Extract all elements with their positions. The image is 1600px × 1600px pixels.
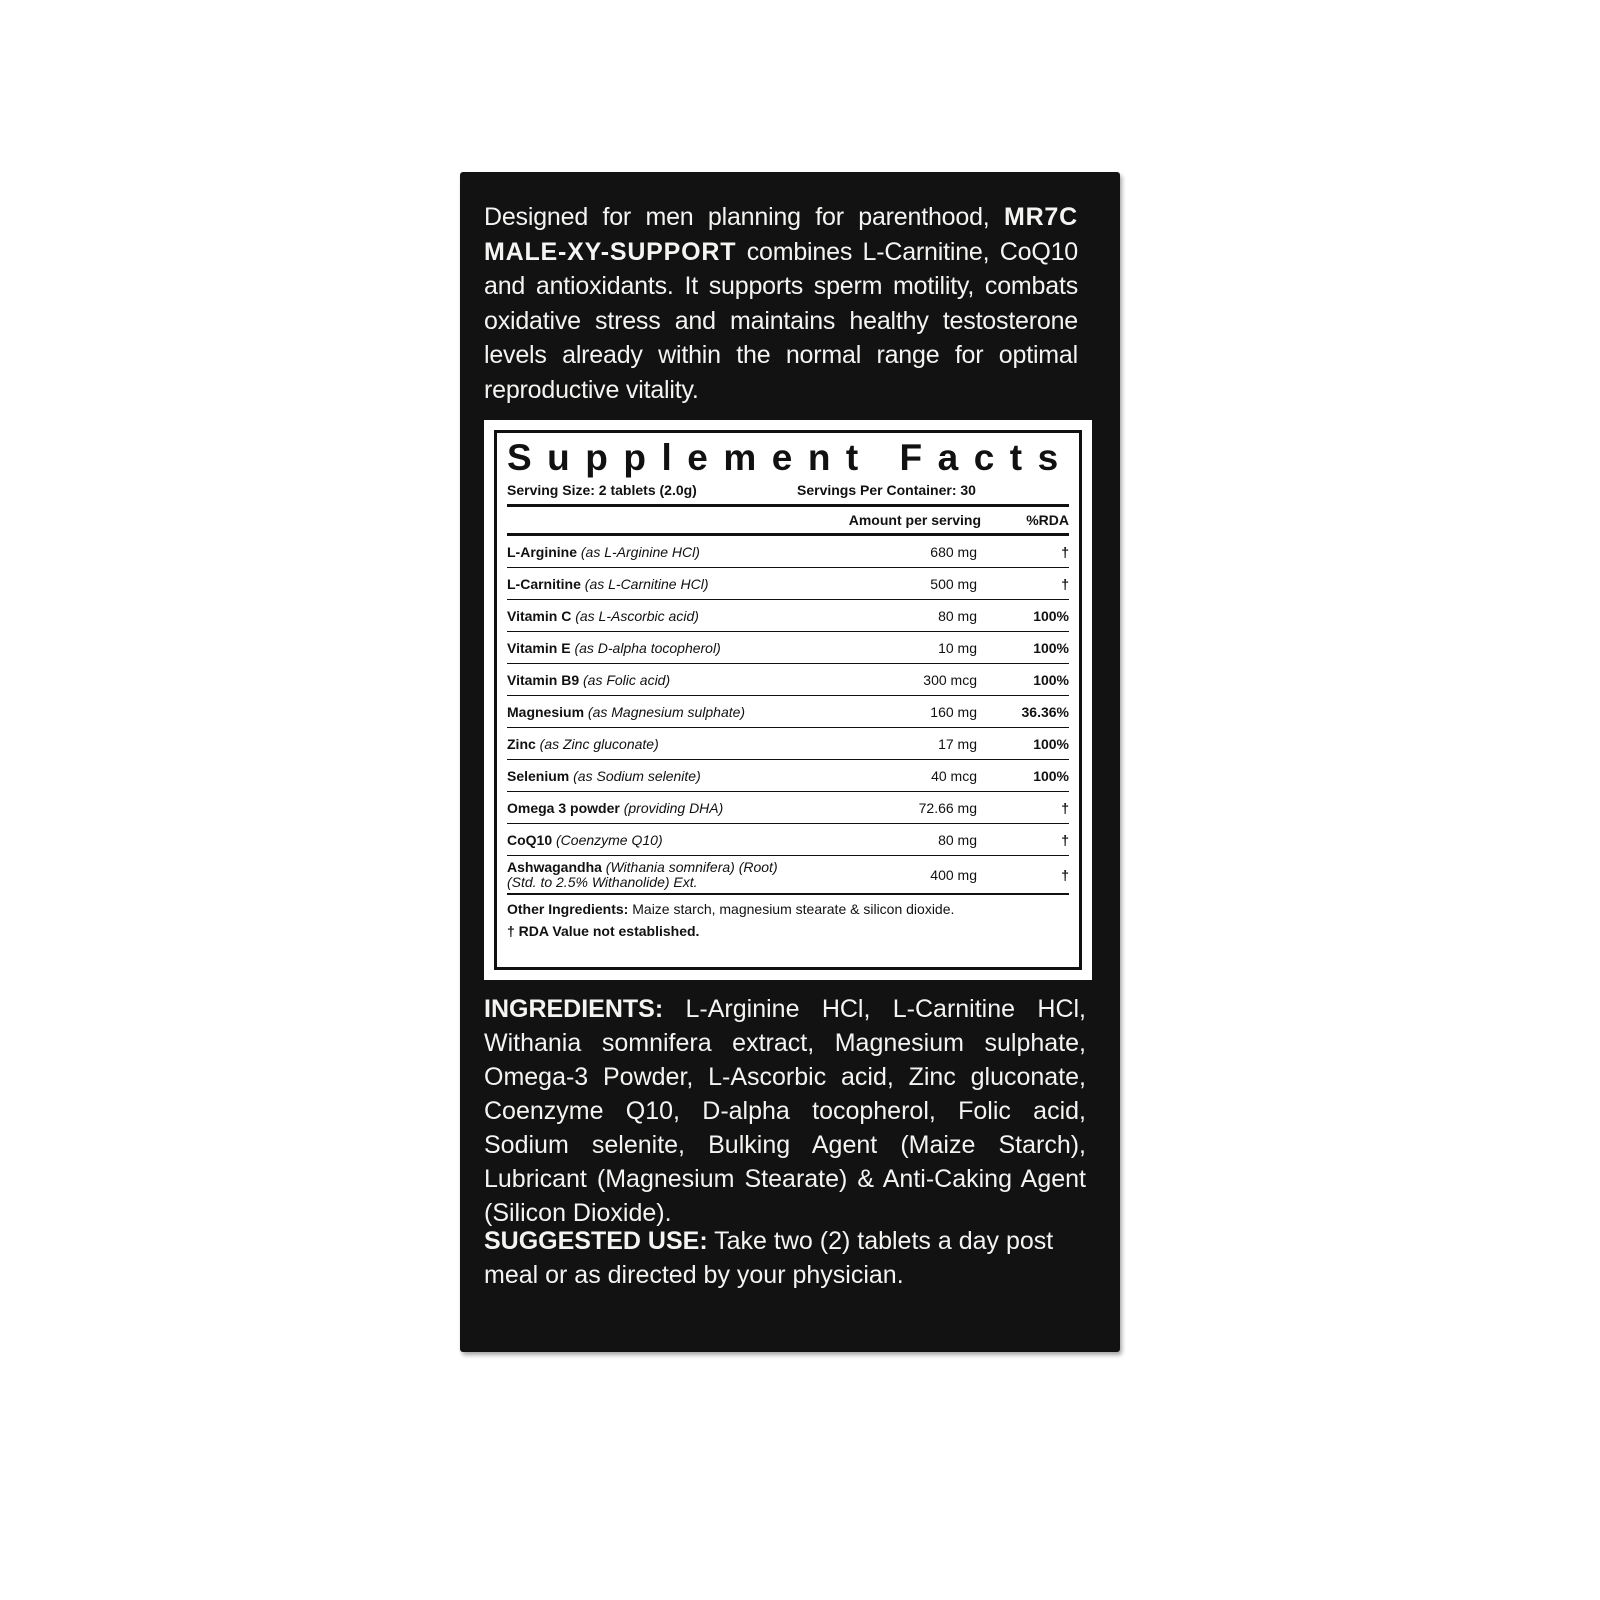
row-amount: 17 mg — [938, 735, 977, 752]
row-name — [507, 736, 781, 752]
row-name — [507, 800, 781, 816]
header-rda: %RDA — [1026, 512, 1069, 528]
row-amount: 80 mg — [938, 607, 977, 624]
row-name — [507, 768, 781, 784]
row-name — [507, 672, 781, 688]
intro-lead: Designed for men planning for parenthood, — [484, 203, 1004, 231]
row-rda: 100% — [1033, 607, 1069, 624]
row-detail: (Withania somnifera) (Root) — [605, 858, 778, 875]
row-rda: 100% — [1033, 767, 1069, 784]
facts-row-ashwagandha — [507, 856, 1069, 894]
row-name — [507, 832, 781, 848]
row-detail: (Coenzyme Q10) — [556, 831, 663, 848]
other-ingredients — [507, 901, 1069, 917]
ingredients-text: L-Arginine HCl, L-Carnitine HCl, Withania somnifera extract, Magnesium sulphate, Omega-3 Powder, L-Ascorbic acid, Zinc gluconate, Coenzyme Q10, D-alpha tocopherol, Folic acid, Sodium selenite, Bulking Agent (Maize Starch), Lubricant (Magnesium Stearate) & Anti-Caking Agent (Silicon Dioxide). — [484, 995, 1086, 1227]
facts-footer — [507, 894, 1069, 939]
other-ingredients-label: Other Ingredients: — [507, 901, 629, 917]
row-name — [507, 640, 781, 656]
row-amount: 40 mcg — [931, 767, 977, 784]
row-detail: (as Magnesium sulphate) — [587, 703, 746, 720]
row-amount: 80 mg — [938, 831, 977, 848]
facts-row — [507, 728, 1069, 760]
row-detail: (as L-Arginine HCl) — [580, 543, 700, 560]
row-name — [507, 544, 781, 560]
row-detail-2: (Std. to 2.5% Withanolide) Ext. — [507, 873, 698, 890]
row-nutrient: Vitamin E — [507, 639, 571, 656]
facts-row — [507, 696, 1069, 728]
row-name — [507, 576, 781, 592]
row-nutrient: CoQ10 — [507, 831, 553, 848]
row-rda: † — [1061, 831, 1069, 848]
facts-rows — [497, 536, 1079, 856]
supplement-facts-table — [494, 430, 1082, 970]
row-nutrient: Omega 3 powder — [507, 799, 620, 816]
row-rda: † — [1061, 866, 1069, 883]
facts-header-row — [507, 507, 1069, 536]
row-amount: 160 mg — [930, 703, 977, 720]
intro-paragraph — [484, 200, 1078, 407]
row-nutrient: Vitamin C — [507, 607, 572, 624]
row-amount: 400 mg — [930, 866, 977, 883]
row-detail: (as Zinc gluconate) — [539, 735, 659, 752]
other-ingredients-text: Maize starch, magnesium stearate & silicon dioxide. — [628, 901, 955, 917]
facts-row — [507, 824, 1069, 856]
servings-per-container: Servings Per Container: 30 — [797, 482, 976, 498]
facts-row — [507, 600, 1069, 632]
row-nutrient: Ashwagandha — [507, 858, 602, 875]
facts-row — [507, 568, 1069, 600]
facts-row — [507, 664, 1069, 696]
product-label-panel — [460, 172, 1120, 1352]
row-rda: 36.36% — [1021, 703, 1069, 720]
suggested-use-text: Take two (2) tablets a day post meal or as directed by your physician. — [484, 1227, 1054, 1289]
row-detail: (as L-Carnitine HCl) — [584, 575, 709, 592]
row-nutrient: Selenium — [507, 767, 570, 784]
row-nutrient: Magnesium — [507, 703, 585, 720]
row-name — [507, 608, 781, 624]
row-detail: (as Folic acid) — [583, 671, 671, 688]
row-rda: 100% — [1033, 735, 1069, 752]
rda-note: † RDA Value not established. — [507, 923, 700, 939]
row-name — [507, 704, 781, 720]
supplement-facts-box — [484, 420, 1092, 980]
row-detail: (as Sodium selenite) — [573, 767, 701, 784]
row-amount: 72.66 mg — [918, 799, 977, 816]
facts-row — [507, 536, 1069, 568]
row-rda: † — [1061, 543, 1069, 560]
header-amount: Amount per serving — [848, 512, 981, 528]
row-detail: (as L-Ascorbic acid) — [575, 607, 699, 624]
serving-size: Serving Size: 2 tablets (2.0g) — [507, 482, 697, 498]
serving-info — [507, 482, 1069, 507]
row-rda: 100% — [1033, 639, 1069, 656]
row-rda: † — [1061, 799, 1069, 816]
ingredients-label: INGREDIENTS: — [484, 995, 664, 1023]
facts-row — [507, 792, 1069, 824]
intro-rest: combines L-Carnitine, CoQ10 and antioxidants. It supports sperm motility, combats oxidative stress and maintains healthy testosterone levels already within the normal range for optimal reproductive vitality. — [484, 237, 1078, 404]
row-nutrient: Zinc — [507, 735, 536, 752]
facts-row — [507, 632, 1069, 664]
facts-row — [507, 760, 1069, 792]
row-nutrient: L-Arginine — [507, 543, 577, 560]
row-detail: (providing DHA) — [623, 799, 724, 816]
facts-title: Supplement Facts — [507, 437, 1074, 478]
brand-name: MR7C MALE-XY-SUPPORT — [484, 203, 1078, 266]
row-amount: 10 mg — [938, 639, 977, 656]
suggested-use-paragraph — [484, 1224, 1086, 1292]
suggested-use-label: SUGGESTED USE: — [484, 1227, 708, 1255]
row-detail: (as D-alpha tocopherol) — [574, 639, 721, 656]
ingredients-paragraph — [484, 992, 1086, 1230]
row-amount: 680 mg — [930, 543, 977, 560]
row-name — [507, 860, 781, 890]
row-nutrient: Vitamin B9 — [507, 671, 580, 688]
row-amount: 500 mg — [930, 575, 977, 592]
row-rda: 100% — [1033, 671, 1069, 688]
row-rda: † — [1061, 575, 1069, 592]
row-nutrient: L-Carnitine — [507, 575, 581, 592]
row-amount: 300 mcg — [923, 671, 977, 688]
